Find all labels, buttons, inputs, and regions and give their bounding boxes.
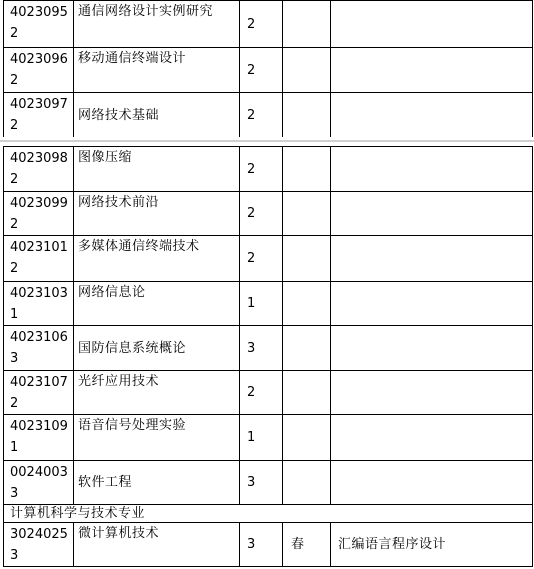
course-code: 40230982 xyxy=(4,147,74,192)
course-name: 微计算机技术 xyxy=(74,523,240,567)
course-code: 40231031 xyxy=(4,282,74,326)
course-table-bottom xyxy=(3,146,533,567)
course-season xyxy=(283,282,331,326)
course-season xyxy=(283,1,331,48)
course-name: 光纤应用技术 xyxy=(74,371,240,415)
course-credit: 3 xyxy=(240,326,283,371)
course-name: 图像压缩 xyxy=(74,147,240,192)
section-title: 计算机科学与技术专业 xyxy=(4,505,533,523)
course-code: 40230992 xyxy=(4,192,74,236)
page-break xyxy=(0,137,534,146)
course-prereq xyxy=(331,48,533,93)
table-row xyxy=(4,461,533,505)
table-row xyxy=(4,1,533,48)
course-credit: 3 xyxy=(240,523,283,567)
course-season xyxy=(283,147,331,192)
course-credit: 2 xyxy=(240,192,283,236)
course-season xyxy=(283,326,331,371)
course-prereq xyxy=(331,371,533,415)
course-season xyxy=(283,415,331,461)
table-row xyxy=(4,415,533,461)
course-code: 40231012 xyxy=(4,236,74,282)
course-prereq xyxy=(331,326,533,371)
course-code: 30240253 xyxy=(4,523,74,567)
course-code: 40230952 xyxy=(4,1,74,48)
course-prereq xyxy=(331,461,533,505)
course-credit: 1 xyxy=(240,282,283,326)
course-prereq: 汇编语言程序设计 xyxy=(331,523,533,567)
course-prereq xyxy=(331,147,533,192)
course-name: 通信网络设计实例研究 xyxy=(74,1,240,48)
course-code: 40230972 xyxy=(4,93,74,138)
course-code: 40231072 xyxy=(4,371,74,415)
section-header-row xyxy=(4,505,533,523)
course-code: 00240033 xyxy=(4,461,74,505)
table-row xyxy=(4,326,533,371)
course-season: 春 xyxy=(283,523,331,567)
course-season xyxy=(283,371,331,415)
course-credit: 2 xyxy=(240,147,283,192)
table-row xyxy=(4,371,533,415)
course-credit: 2 xyxy=(240,236,283,282)
course-name: 国防信息系统概论 xyxy=(74,326,240,371)
course-season xyxy=(283,93,331,138)
course-season xyxy=(283,461,331,505)
table-row xyxy=(4,282,533,326)
course-season xyxy=(283,236,331,282)
course-name: 多媒体通信终端技术 xyxy=(74,236,240,282)
course-prereq xyxy=(331,415,533,461)
course-credit: 2 xyxy=(240,1,283,48)
course-credit: 2 xyxy=(240,93,283,138)
table-row xyxy=(4,523,533,567)
course-name: 网络信息论 xyxy=(74,282,240,326)
course-credit: 2 xyxy=(240,48,283,93)
course-prereq xyxy=(331,93,533,138)
course-name: 语音信号处理实验 xyxy=(74,415,240,461)
course-season xyxy=(283,192,331,236)
table-row xyxy=(4,192,533,236)
course-prereq xyxy=(331,236,533,282)
course-credit: 1 xyxy=(240,415,283,461)
course-code: 40231063 xyxy=(4,326,74,371)
course-prereq xyxy=(331,192,533,236)
course-credit: 3 xyxy=(240,461,283,505)
course-name: 移动通信终端设计 xyxy=(74,48,240,93)
course-prereq xyxy=(331,282,533,326)
course-name: 网络技术基础 xyxy=(74,93,240,138)
course-season xyxy=(283,48,331,93)
course-prereq xyxy=(331,1,533,48)
course-name: 软件工程 xyxy=(74,461,240,505)
course-name: 网络技术前沿 xyxy=(74,192,240,236)
course-code: 40230962 xyxy=(4,48,74,93)
table-row xyxy=(4,147,533,192)
course-credit: 2 xyxy=(240,371,283,415)
course-table-top xyxy=(3,0,533,138)
course-code: 40231091 xyxy=(4,415,74,461)
table-row xyxy=(4,93,533,138)
table-row xyxy=(4,48,533,93)
table-row xyxy=(4,236,533,282)
